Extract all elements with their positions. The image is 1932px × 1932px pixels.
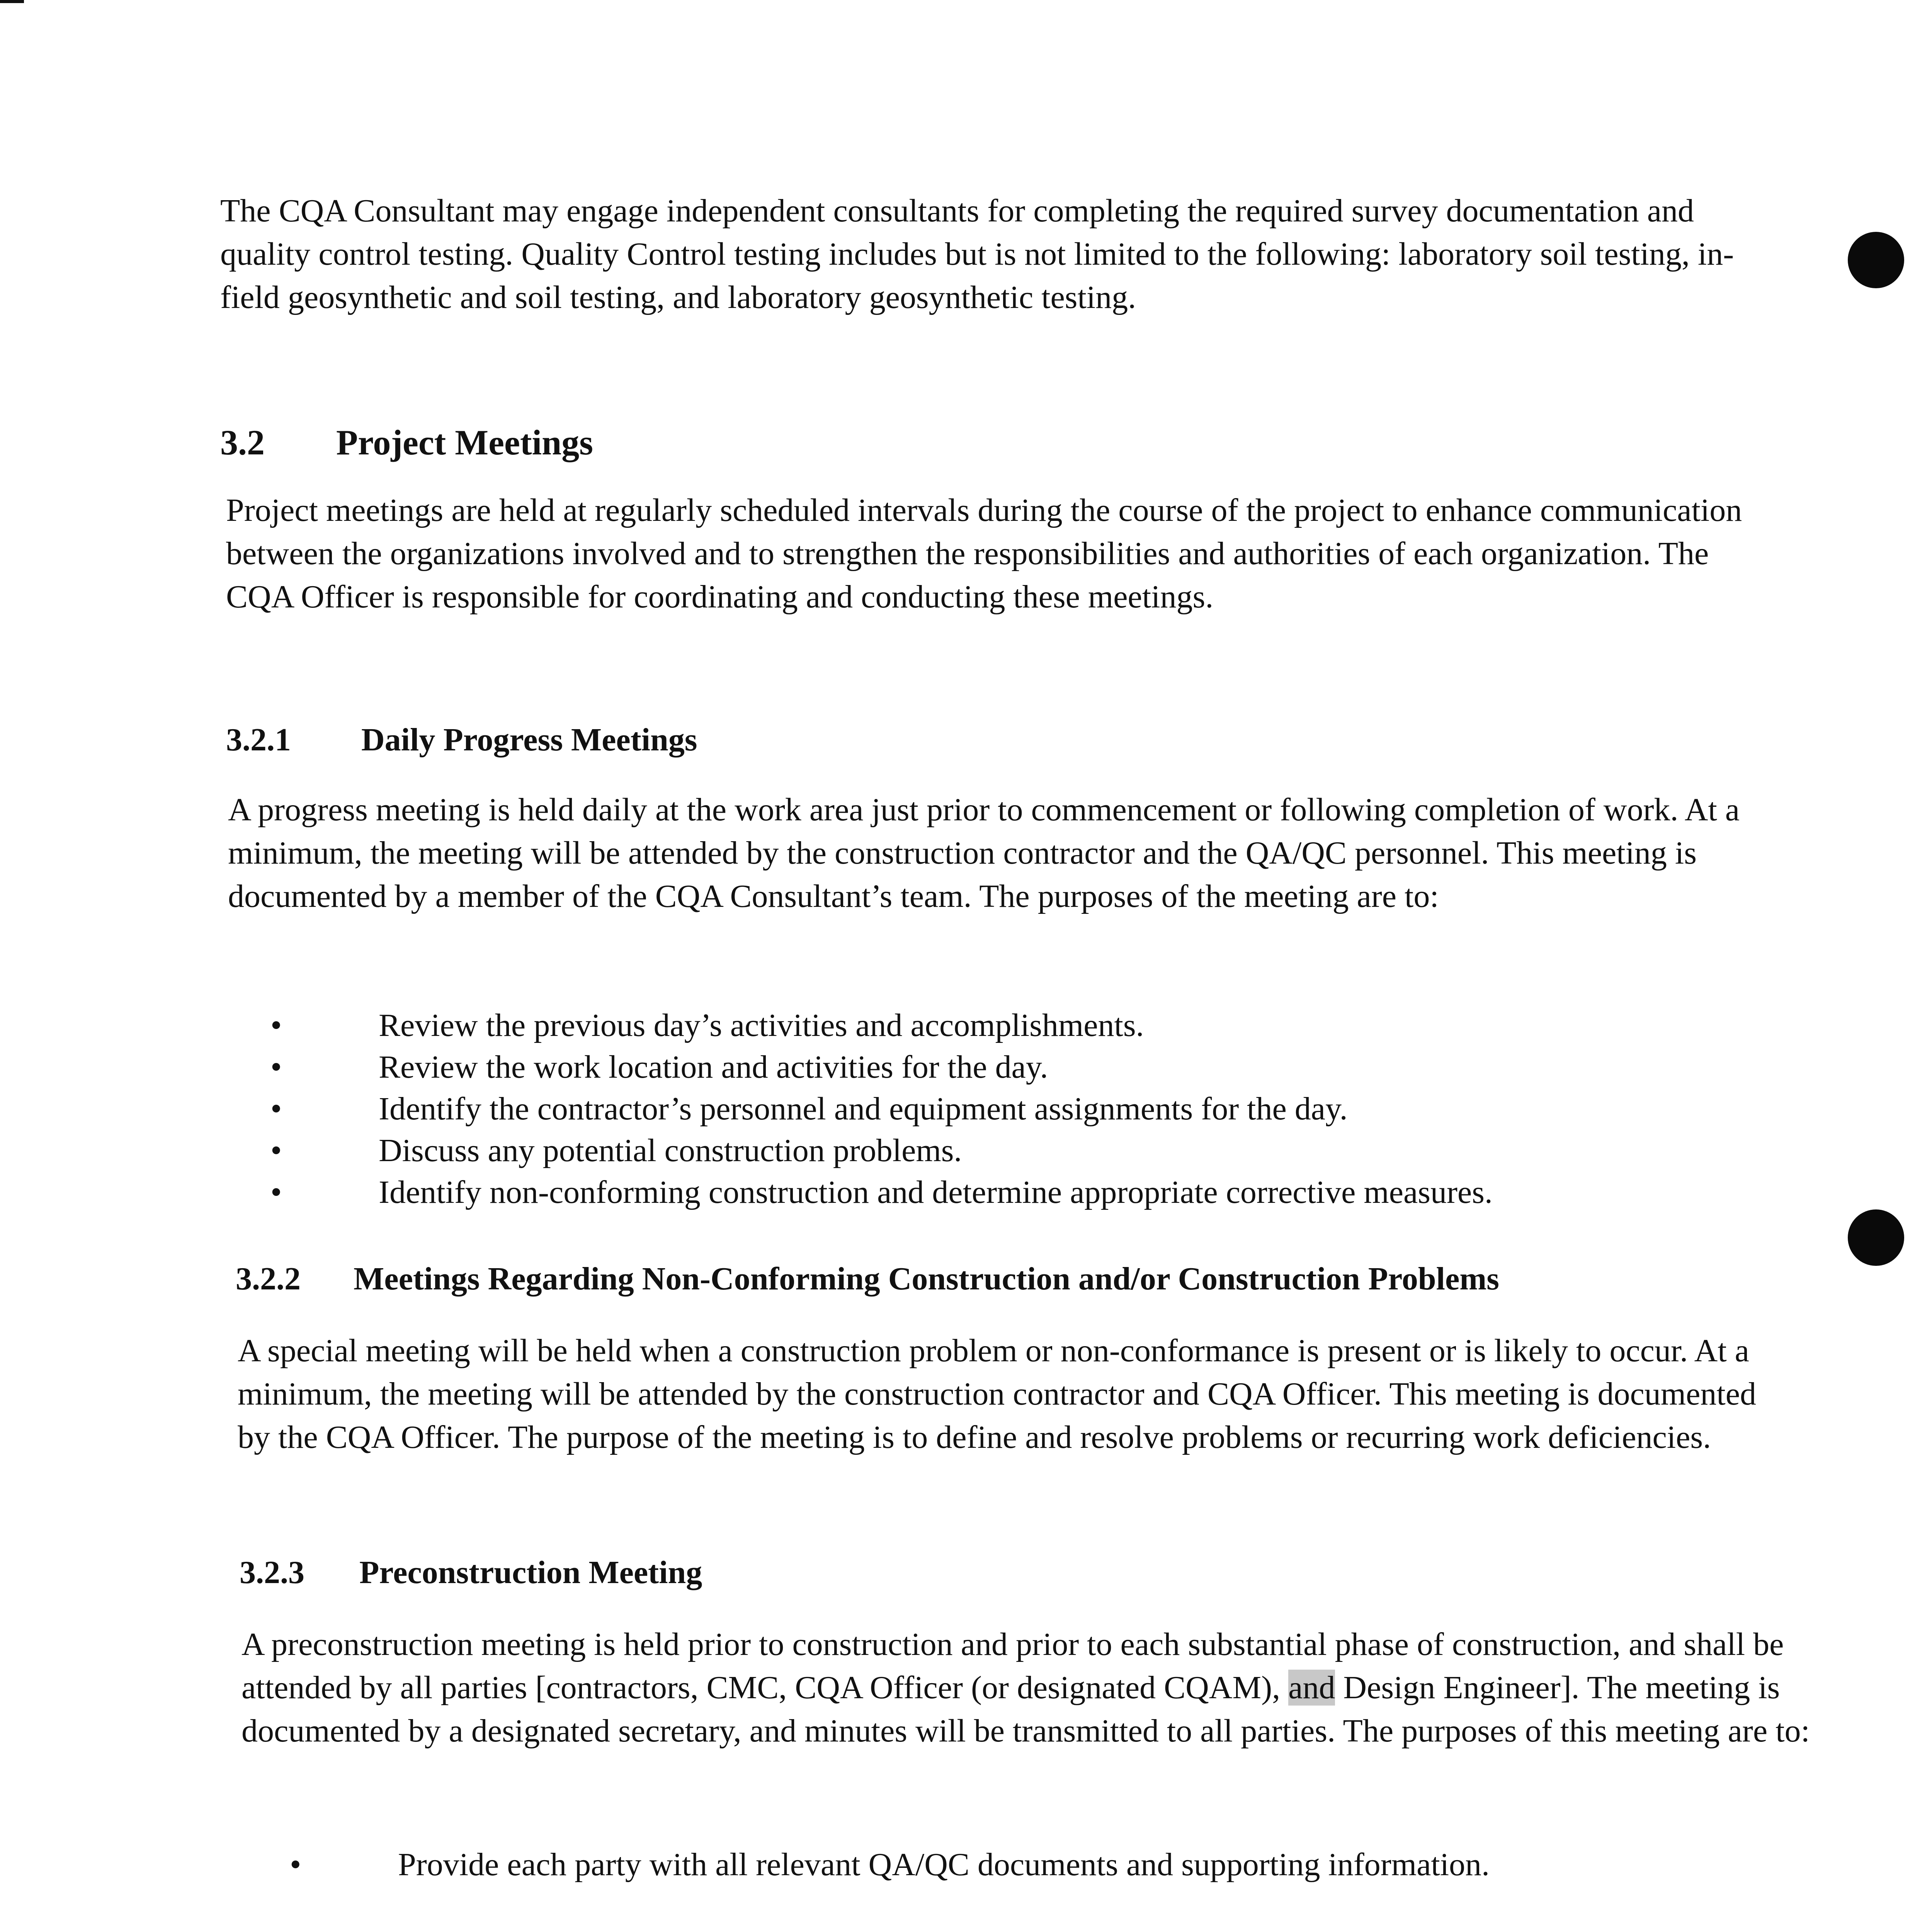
list-item [274, 1929, 1781, 1932]
daily-purposes-list [255, 1005, 1839, 1213]
intro-paragraph: The CQA Consultant may engage independent consultants for completing the required survey documentation and quality control testing. Quality Control testing includes but is not limited to the following: laboratory soil testing, in-field geosynthetic and soil testing, and laboratory geosynthetic testing. [220, 193, 1734, 315]
list-item [255, 1130, 1839, 1172]
list-item-text: Identify non-conforming construction and determine appropriate corrective measures. [379, 1174, 1493, 1210]
section-title: Daily Progress Meetings [361, 722, 697, 758]
preconstruction-text-part2: Design Engineer]. The meeting is documented by a designated secretary, and minutes will be transmitted to all parties. The purposes of this meeting are to: [242, 1670, 1810, 1749]
list-item [274, 1843, 1781, 1886]
punch-hole-top [1848, 232, 1904, 288]
bullet-icon [274, 1929, 398, 1932]
list-item [255, 1005, 1839, 1046]
list-item-text: Discuss any potential construction problems. [379, 1133, 962, 1168]
bullet-icon: • [290, 1847, 301, 1883]
list-item-text: Identify the contractor’s personnel and equipment assignments for the day. [379, 1091, 1348, 1127]
bullet-icon: • [270, 1049, 282, 1085]
highlighted-word: and [1288, 1670, 1335, 1706]
preconstruction-purposes-list [274, 1843, 1781, 1932]
bullet-icon: • [270, 1007, 282, 1043]
list-item [255, 1088, 1839, 1130]
section-heading-3-2-3 [240, 1553, 702, 1592]
preconstruction-text-part1: A preconstruction meeting is held prior to construction and prior to each substantial phase of construction, and shall be attended by all parties [contractors, CMC, CQA Officer (or designated CQAM), [242, 1626, 1784, 1706]
section-title: Preconstruction Meeting [359, 1554, 702, 1590]
list-item-text: Review the work location and activities for the day. [379, 1049, 1048, 1085]
section-title: Project Meetings [336, 423, 593, 462]
list-item [255, 1046, 1839, 1088]
section-heading-3-2 [220, 421, 593, 464]
bullet-icon: • [270, 1133, 282, 1168]
section-title: Meetings Regarding Non-Conforming Construction and/or Construction Problems [354, 1261, 1499, 1297]
daily-progress-paragraph: A progress meeting is held daily at the work area just prior to commencement or following completion of work. At a minimum, the meeting will be attended by the construction contractor and the QA/QC personnel. This meeting is documented by a member of the CQA Consultant’s team. The purposes of the meeting are to: [228, 792, 1740, 914]
section-number: 3.2.2 [236, 1261, 301, 1297]
list-item [255, 1172, 1839, 1213]
bullet-icon: • [270, 1091, 282, 1127]
section-heading-3-2-2 [236, 1260, 1499, 1298]
project-meetings-paragraph: Project meetings are held at regularly scheduled intervals during the course of the project to enhance communication between the organizations involved and to strengthen the responsibilities and authorities of each organization. The CQA Officer is responsible for coordinating and conducting these meetings. [226, 492, 1742, 615]
punch-hole-middle [1848, 1209, 1904, 1266]
section-heading-3-2-1 [226, 721, 697, 759]
section-number: 3.2 [220, 423, 265, 462]
scan-edge-mark [0, 0, 24, 3]
section-number: 3.2.1 [226, 722, 291, 758]
list-item-text: Provide each party with all relevant QA/QC documents and supporting information. [398, 1847, 1490, 1883]
bullet-icon: • [270, 1174, 282, 1210]
list-item-text: Review the previous day’s activities and accomplishments. [379, 1007, 1144, 1043]
section-number: 3.2.3 [240, 1554, 304, 1590]
non-conforming-paragraph: A special meeting will be held when a construction problem or non-conformance is present or is likely to occur. At a minimum, the meeting will be attended by the construction contractor and CQA Officer. This meeting is documented by the CQA Officer. The purpose of the meeting is to define and resolve problems or recurring work deficiencies. [238, 1333, 1756, 1455]
preconstruction-paragraph [242, 1623, 1810, 1753]
